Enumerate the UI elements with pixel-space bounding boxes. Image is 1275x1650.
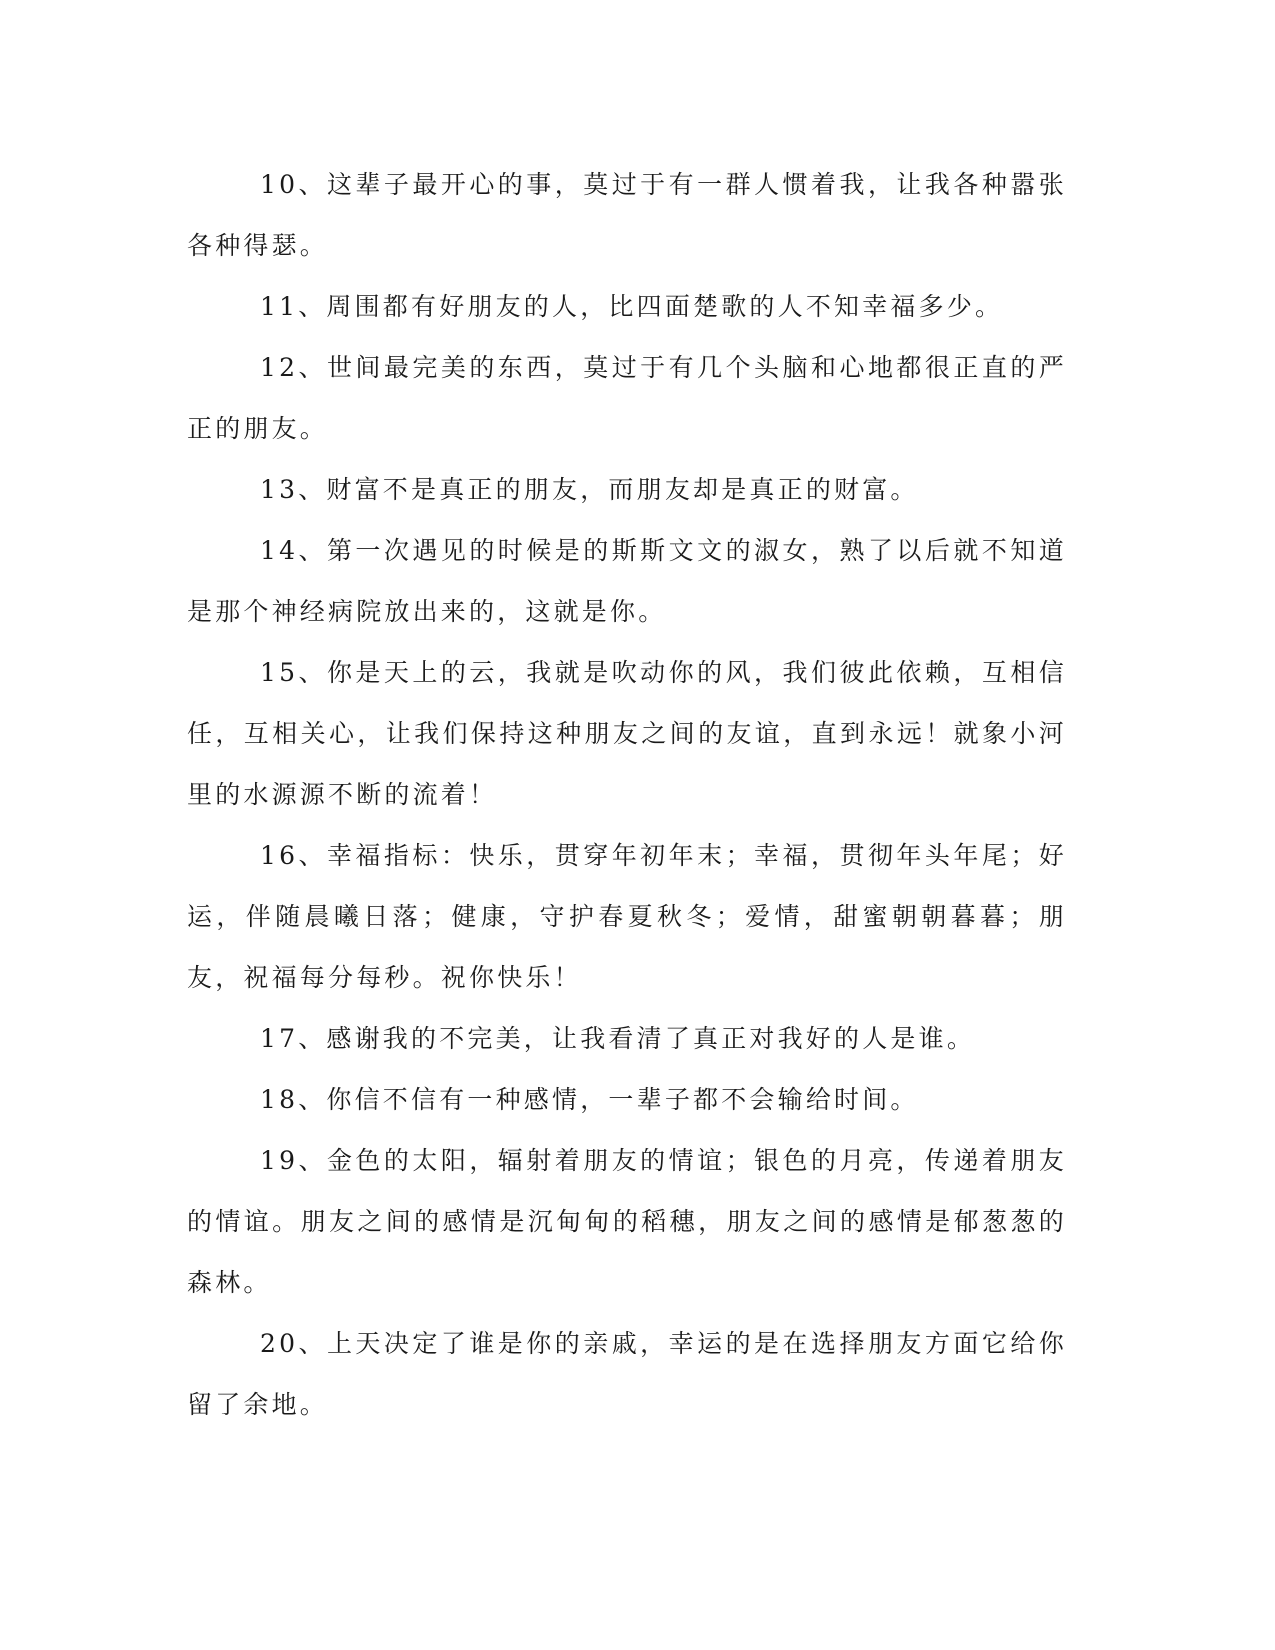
paragraph-15: 15、你是天上的云，我就是吹动你的风，我们彼此依赖，互相信任，互相关心，让我们保持这种朋友之间的友谊，直到永远！就象小河里的水源源不断的流着！ bbox=[187, 658, 1067, 809]
paragraph-11: 11、周围都有好朋友的人，比四面楚歌的人不知幸福多少。 bbox=[260, 292, 1004, 321]
paragraph-13: 13、财富不是真正的朋友，而朋友却是真正的财富。 bbox=[260, 475, 919, 504]
paragraph-19: 19、金色的太阳，辐射着朋友的情谊；银色的月亮，传递着朋友的情谊。朋友之间的感情是沉甸甸的稻穗，朋友之间的感情是郁葱葱的森林。 bbox=[187, 1146, 1067, 1297]
paragraph-16: 16、幸福指标：快乐，贯穿年初年末；幸福，贯彻年头年尾；好运，伴随晨曦日落；健康，守护春夏秋冬；爱情，甜蜜朝朝暮暮；朋友，祝福每分每秒。祝你快乐！ bbox=[187, 841, 1067, 992]
paragraph-18: 18、你信不信有一种感情，一辈子都不会输给时间。 bbox=[260, 1085, 919, 1114]
paragraph-10: 10、这辈子最开心的事，莫过于有一群人惯着我，让我各种嚣张各种得瑟。 bbox=[187, 170, 1067, 260]
document-body bbox=[187, 154, 1067, 1435]
paragraph-14: 14、第一次遇见的时候是的斯斯文文的淑女，熟了以后就不知道是那个神经病院放出来的，这就是你。 bbox=[187, 536, 1067, 626]
paragraph-12: 12、世间最完美的东西，莫过于有几个头脑和心地都很正直的严正的朋友。 bbox=[187, 353, 1067, 443]
paragraph-17: 17、感谢我的不完美，让我看清了真正对我好的人是谁。 bbox=[260, 1024, 976, 1053]
paragraph-20: 20、上天决定了谁是你的亲戚，幸运的是在选择朋友方面它给你留了余地。 bbox=[187, 1329, 1067, 1419]
